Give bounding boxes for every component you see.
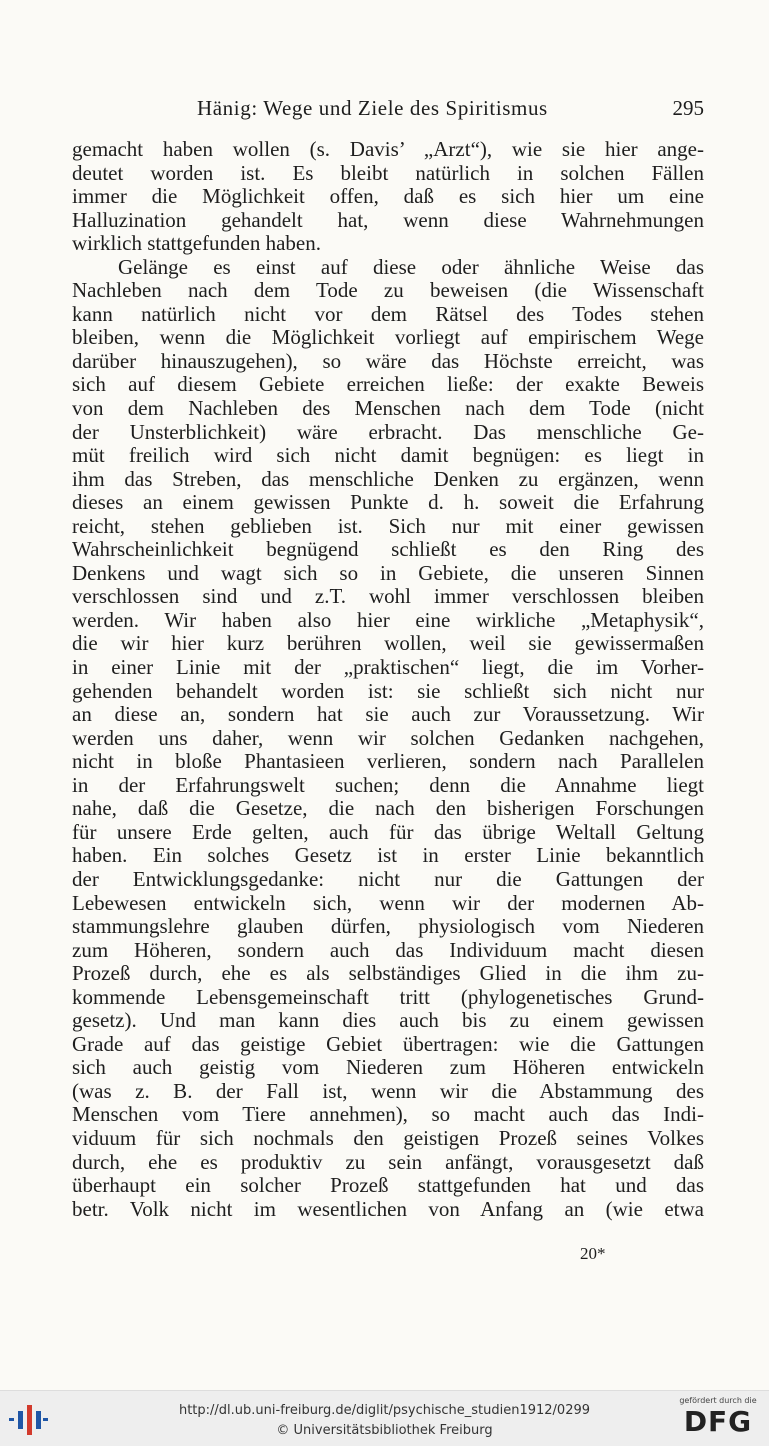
text-line: in der Erfahrungswelt suchen; denn die Annahme liegt <box>72 772 704 797</box>
text-line: darüber hinauszugehen), so wäre das Höchste erreicht, was <box>72 348 704 373</box>
text-line: deutet worden ist. Es bleibt natürlich in solchen Fällen <box>72 160 704 185</box>
text-line: Nachleben nach dem Tode zu beweisen (die Wissenschaft <box>72 278 704 303</box>
text-line: gehenden behandelt worden ist: sie schließt sich nicht nur <box>72 678 704 703</box>
text-line: Lebewesen entwickeln sich, wenn wir der modernen Ab- <box>72 890 704 915</box>
text-line: durch, ehe es produktiv zu sein anfängt, vorausgesetzt daß <box>72 1149 704 1174</box>
text-line: immer die Möglichkeit offen, daß es sich hier um eine <box>72 184 704 209</box>
dfg-caption: gefördert durch die <box>679 1396 757 1405</box>
text-line: ihm das Streben, das menschliche Denken zu ergänzen, wenn <box>72 466 704 491</box>
text-line: haben. Ein solches Gesetz ist in erster Linie bekanntlich <box>72 843 704 868</box>
text-line: betr. Volk nicht im wesentlichen von Anfang an (wie etwa <box>72 1196 704 1221</box>
text-line: in einer Linie mit der „praktischen“ liegt, die im Vorher- <box>72 655 704 680</box>
text-line: nicht in bloße Phantasieen verlieren, sondern nach Parallelen <box>72 749 704 774</box>
dfg-mark: DFG <box>683 1405 753 1438</box>
running-title: Hänig: Wege und Ziele des Spiritismus <box>197 96 548 120</box>
text-line: nahe, daß die Gesetze, die nach den bisherigen Forschungen <box>72 796 704 821</box>
text-line: Wahrscheinlichkeit begnügend schließt es den Ring des <box>72 537 704 562</box>
text-line: Menschen vom Tiere annehmen), so macht auch das Indi- <box>72 1102 704 1127</box>
text-line: kann natürlich nicht vor dem Rätsel des Todes stehen <box>72 301 704 326</box>
text-line: werden uns daher, wenn wir solchen Gedanken nachgehen, <box>72 725 704 750</box>
text-line: der Entwicklungsgedanke: nicht nur die Gattungen der <box>72 866 704 891</box>
text-line: werden. Wir haben also hier eine wirkliche „Metaphysik“, <box>72 607 704 632</box>
text-line: (was z. B. der Fall ist, wenn wir die Abstammung des <box>72 1078 704 1103</box>
text-line: zum Höheren, sondern auch das Individuum macht diesen <box>72 937 704 962</box>
body-text <box>72 138 704 1221</box>
text-line: sich auch geistig vom Niederen zum Höheren entwickeln <box>72 1055 704 1080</box>
text-line: von dem Nachleben des Menschen nach dem Tode (nicht <box>72 396 704 421</box>
text-line: der Unsterblichkeit) wäre erbracht. Das menschliche Ge- <box>72 419 704 444</box>
dfg-logo <box>677 1396 759 1442</box>
copyright-notice: © Universitätsbibliothek Freiburg <box>276 1423 493 1438</box>
text-line: kommende Lebensgemeinschaft tritt (phylogenetisches Grund- <box>72 984 704 1009</box>
text-line: gemacht haben wollen (s. Davis’ „Arzt“), wie sie hier ange- <box>72 137 704 161</box>
footer-bar <box>0 1390 769 1446</box>
page-number: 295 <box>672 96 704 120</box>
text-line: stammungslehre glauben dürfen, physiologisch vom Niederen <box>72 914 704 939</box>
text-line: Denkens und wagt sich so in Gebiete, die unseren Sinnen <box>72 560 704 585</box>
text-line: Grade auf das geistige Gebiet übertragen: wie die Gattungen <box>72 1031 704 1056</box>
text-line: bleiben, wenn die Möglichkeit vorliegt auf empirischem Wege <box>72 325 704 350</box>
text-line: überhaupt ein solcher Prozeß stattgefunden hat und das <box>72 1173 704 1198</box>
running-head <box>72 96 704 122</box>
text-line: Gelänge es einst auf diese oder ähnliche Weise das <box>118 254 704 279</box>
text-line: Halluzination gehandelt hat, wenn diese Wahrnehmungen <box>72 207 704 232</box>
text-line: viduum für sich nochmals den geistigen Prozeß seines Volkes <box>72 1125 704 1150</box>
text-line: Prozeß durch, ehe es als selbständiges Glied in die ihm zu- <box>72 961 704 986</box>
signature-mark: 20* <box>580 1244 606 1263</box>
text-line: verschlossen sind und z.T. wohl immer verschlossen bleiben <box>72 584 704 609</box>
text-line: wirklich stattgefunden haben. <box>72 231 322 256</box>
text-line: dieses an einem gewissen Punkte d. h. soweit die Erfahrung <box>72 490 704 515</box>
text-line: die wir hier kurz berühren wollen, weil sie gewissermaßen <box>72 631 704 656</box>
text-line: müt freilich wird sich nicht damit begnügen: es liegt in <box>72 443 704 468</box>
source-url[interactable]: http://dl.ub.uni-freiburg.de/diglit/psychische_studien1912/0299 <box>178 1403 591 1418</box>
text-line: an diese an, sondern hat sie auch zur Voraussetzung. Wir <box>72 702 704 727</box>
text-line: sich auf diesem Gebiete erreichen ließe: der exakte Beweis <box>72 372 704 397</box>
text-line: reicht, stehen geblieben ist. Sich nur mit einer gewissen <box>72 513 704 538</box>
text-line: für unsere Erde gelten, auch für das übrige Weltall Geltung <box>72 819 704 844</box>
text-line: gesetz). Und man kann dies auch bis zu einem gewissen <box>72 1008 704 1033</box>
